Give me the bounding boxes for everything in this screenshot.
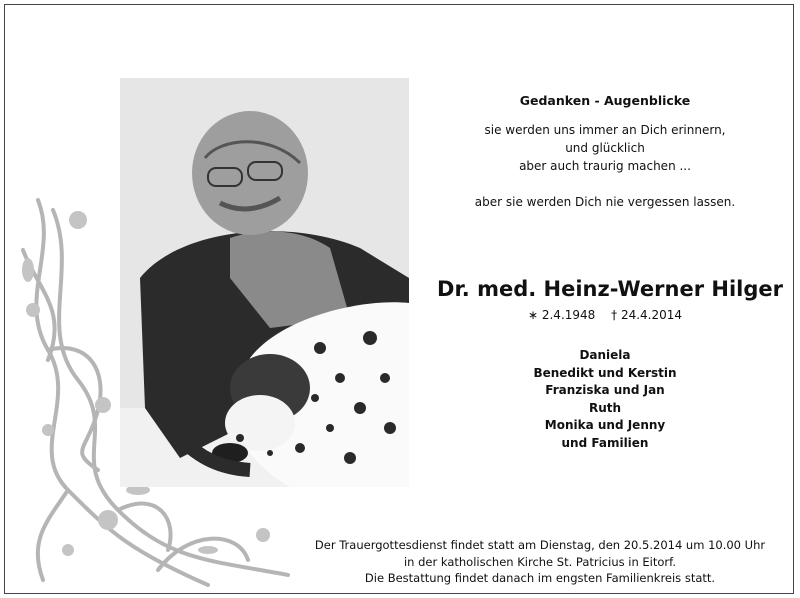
poem-line: und glücklich xyxy=(565,141,645,155)
mourners-list xyxy=(420,347,790,452)
mourner-name: und Familien xyxy=(561,435,649,450)
service-line: Der Trauergottesdienst findet statt am Dienstag, den 20.5.2014 um 10.00 Uhr xyxy=(314,538,766,552)
poem-title: Gedanken - Augenblicke xyxy=(519,93,691,108)
poem-line: sie werden uns immer an Dich erinnern, xyxy=(484,123,726,137)
mourner-name: Daniela xyxy=(579,348,631,362)
portrait-photo xyxy=(120,78,409,487)
birth-date: ∗ 2.4.1948 xyxy=(527,308,596,322)
mourner-name: Monika und Jenny xyxy=(544,418,666,432)
poem-text xyxy=(420,121,790,211)
mourner-name: Franziska und Jan xyxy=(545,383,665,397)
service-line: in der katholischen Kirche St. Patricius in Eitorf. xyxy=(403,554,676,569)
deceased-name: Dr. med. Heinz-Werner Hilger xyxy=(437,277,783,301)
poem-line-gap xyxy=(420,175,790,193)
poem-line: aber sie werden Dich nie vergessen lassen. xyxy=(474,195,736,209)
service-line: Die Bestattung findet danach im engsten Familienkreis statt. xyxy=(364,571,716,585)
mourner-name: Benedikt und Kerstin xyxy=(533,365,677,380)
service-info xyxy=(300,537,780,587)
portrait-photo-icon xyxy=(120,78,409,487)
mourner-name: Ruth xyxy=(588,400,622,415)
death-date: † 24.4.2014 xyxy=(611,308,683,322)
poem-line: aber auch traurig machen ... xyxy=(519,159,691,173)
life-dates xyxy=(420,308,790,322)
